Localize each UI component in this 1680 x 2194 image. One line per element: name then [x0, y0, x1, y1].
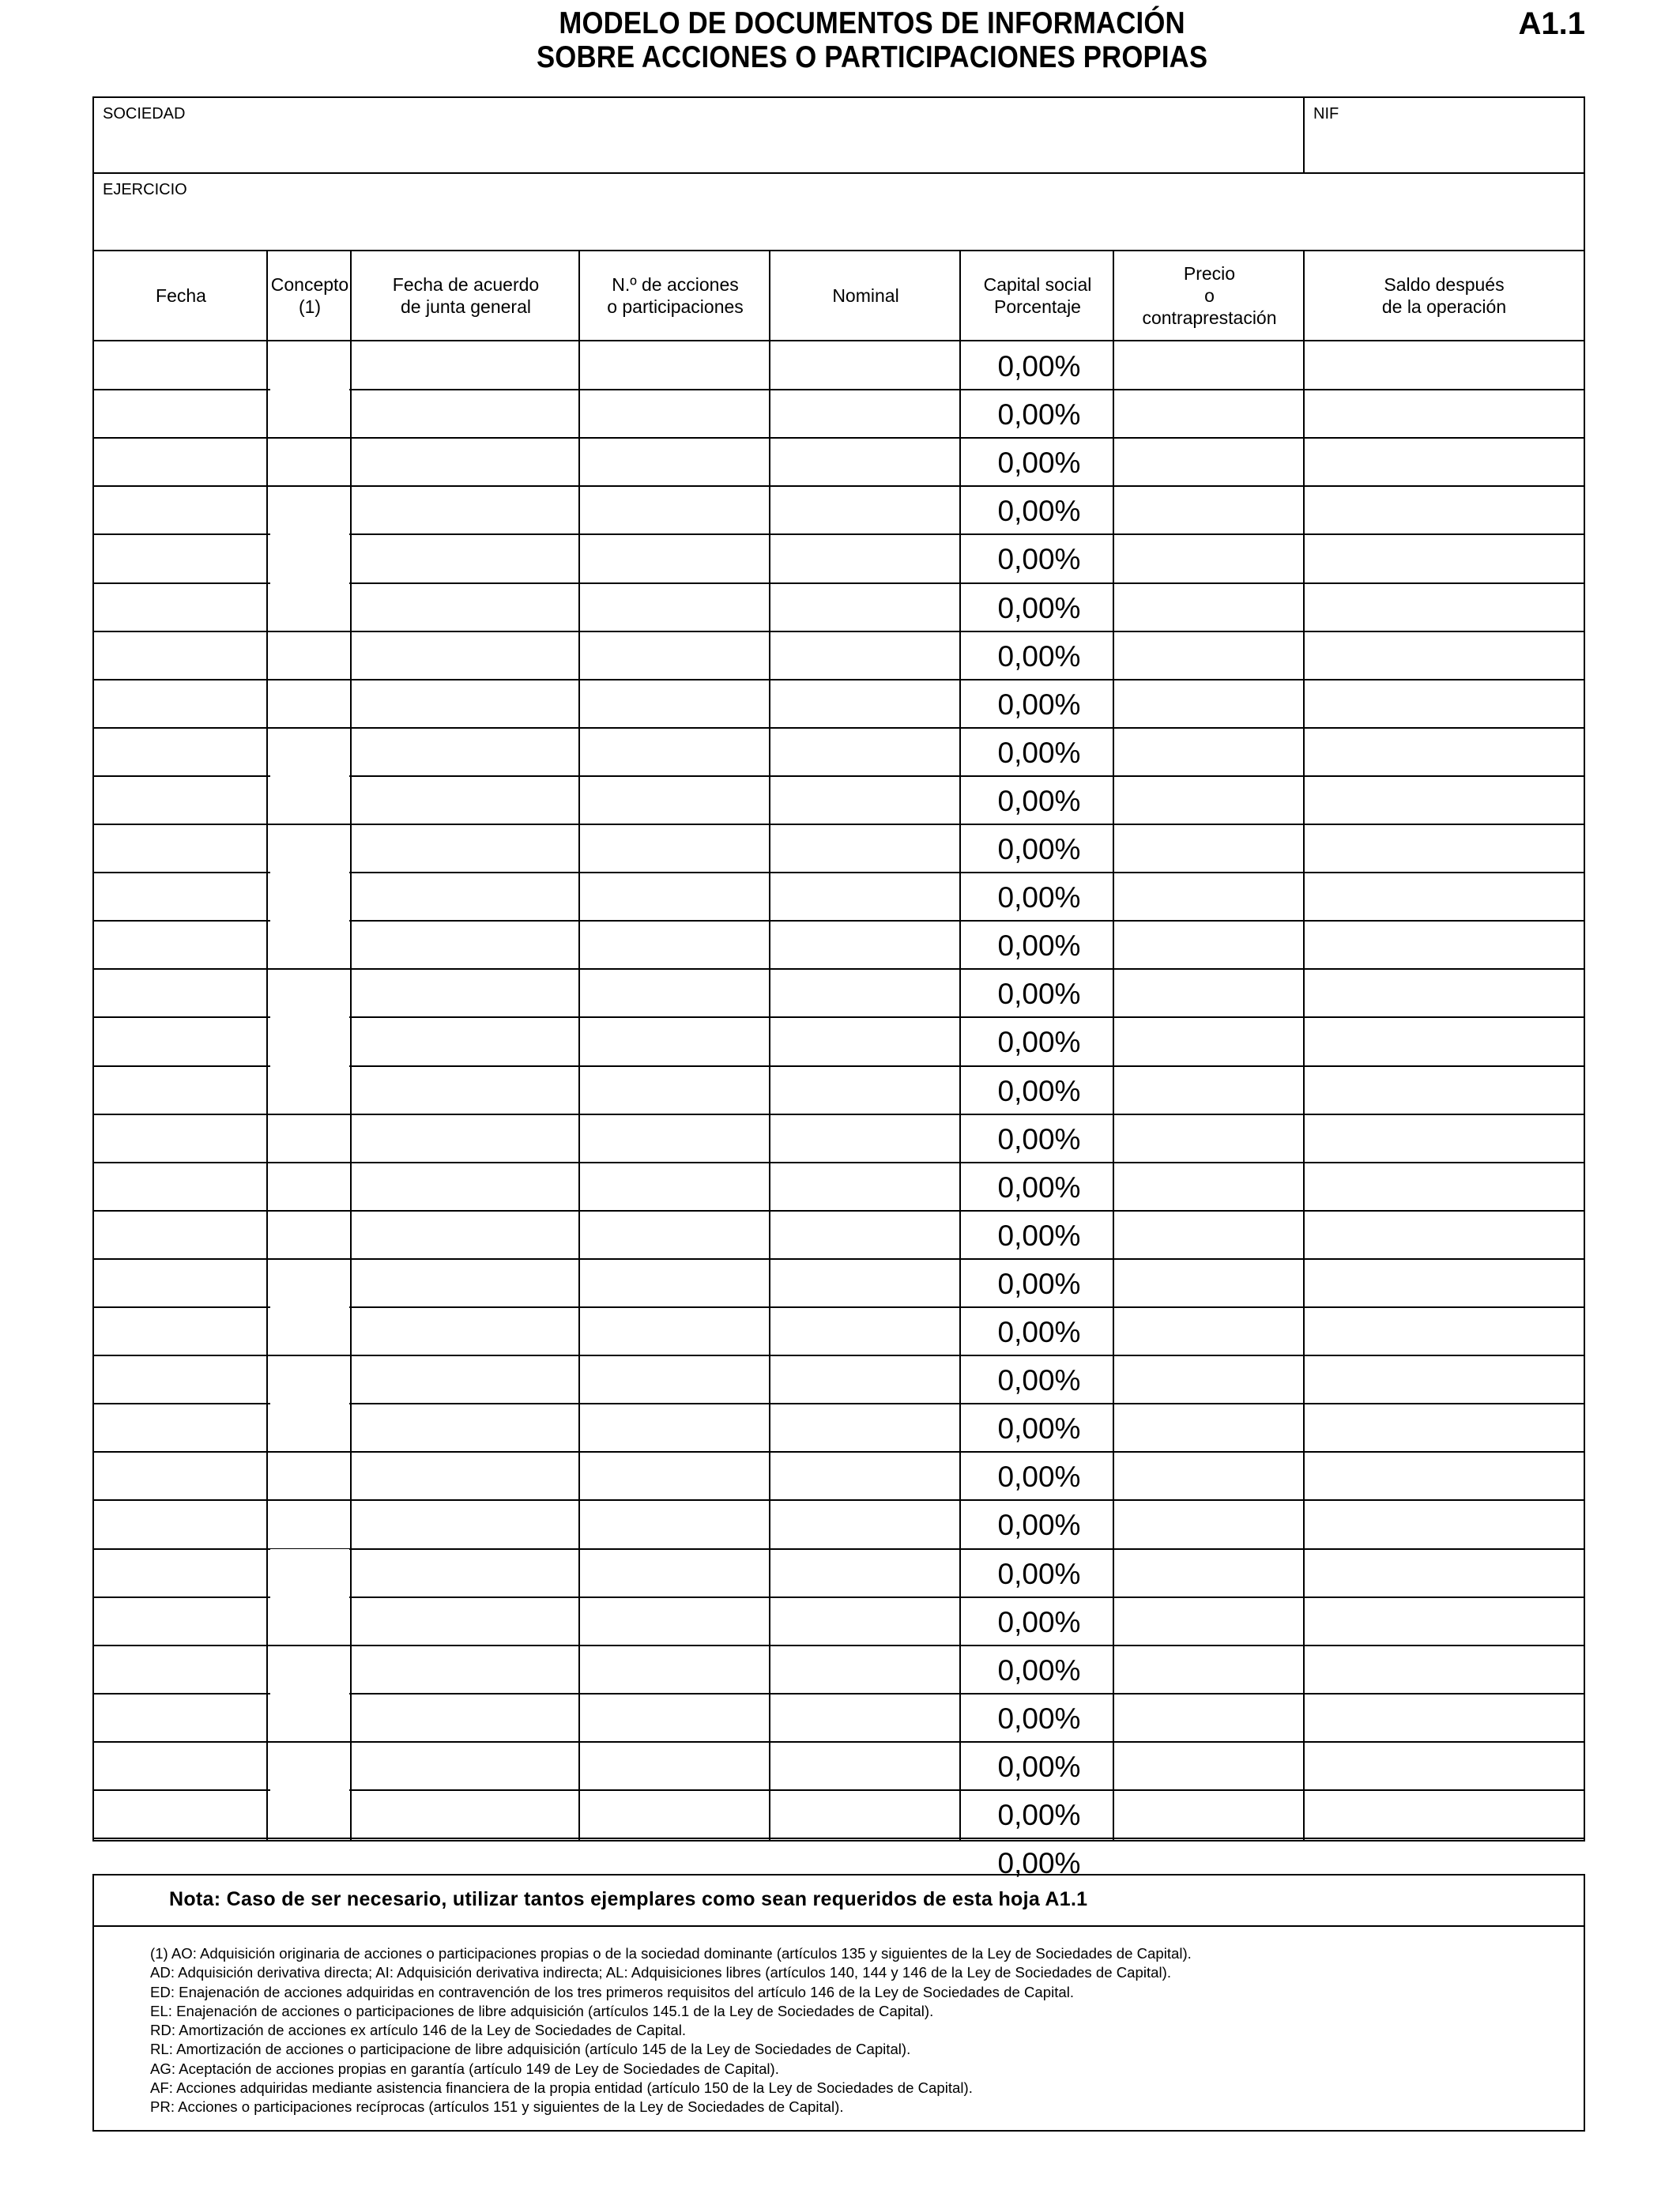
- nominal-cell[interactable]: [770, 1163, 959, 1209]
- capital-percentage: 0,00%: [997, 1558, 1081, 1590]
- acciones-cell[interactable]: [580, 1163, 769, 1209]
- acciones-cell[interactable]: [580, 632, 769, 678]
- fecha-acuerdo-cell[interactable]: [352, 1356, 578, 1402]
- acciones-cell[interactable]: [580, 825, 769, 871]
- concepto-field[interactable]: [270, 1648, 349, 1735]
- nominal-cell[interactable]: [770, 487, 959, 533]
- saldo-cell[interactable]: [1305, 439, 1584, 484]
- footer-divider: [92, 1925, 1585, 1927]
- saldo-cell[interactable]: [1305, 390, 1584, 436]
- concepto-cell[interactable]: [268, 1163, 350, 1209]
- fecha-acuerdo-cell[interactable]: [352, 390, 578, 436]
- fecha-acuerdo-cell[interactable]: [352, 680, 578, 726]
- nominal-cell[interactable]: [770, 1212, 959, 1257]
- fecha-cell[interactable]: [94, 1501, 266, 1547]
- fecha-cell[interactable]: [94, 439, 266, 484]
- fecha-acuerdo-cell[interactable]: [352, 487, 578, 533]
- precio-cell[interactable]: [1114, 584, 1303, 630]
- precio-cell[interactable]: [1114, 825, 1303, 871]
- precio-cell[interactable]: [1114, 1550, 1303, 1596]
- saldo-cell[interactable]: [1305, 1018, 1584, 1064]
- divider-nominal: [959, 250, 961, 1842]
- nominal-cell[interactable]: [770, 1646, 959, 1692]
- col-fecha-label: Fecha: [156, 285, 206, 306]
- concepto-field[interactable]: [270, 1743, 349, 1830]
- fecha-acuerdo-cell[interactable]: [352, 1598, 578, 1644]
- capital-percentage: 0,00%: [997, 688, 1081, 721]
- nominal-cell[interactable]: [770, 1356, 959, 1402]
- saldo-cell[interactable]: [1305, 1404, 1584, 1450]
- col-precio: [1114, 251, 1305, 340]
- col-fecha: [94, 251, 268, 340]
- saldo-cell[interactable]: [1305, 1791, 1584, 1837]
- precio-cell[interactable]: [1114, 680, 1303, 726]
- nominal-cell[interactable]: [770, 825, 959, 871]
- saldo-cell[interactable]: [1305, 584, 1584, 630]
- col-precio-line1: Precio: [1183, 263, 1236, 284]
- precio-cell[interactable]: [1114, 439, 1303, 484]
- nominal-cell[interactable]: [770, 729, 959, 775]
- saldo-cell[interactable]: [1305, 1501, 1584, 1547]
- nominal-cell[interactable]: [770, 922, 959, 967]
- precio-cell[interactable]: [1114, 729, 1303, 775]
- form-code: A1.1: [1518, 6, 1585, 41]
- precio-cell[interactable]: [1114, 1163, 1303, 1209]
- fecha-acuerdo-cell[interactable]: [352, 1453, 578, 1498]
- fecha-cell[interactable]: [94, 777, 266, 823]
- fecha-cell[interactable]: [94, 342, 266, 388]
- fecha-cell[interactable]: [94, 825, 266, 871]
- capital-percentage: 0,00%: [997, 881, 1081, 914]
- nominal-cell[interactable]: [770, 680, 959, 726]
- fecha-cell[interactable]: [94, 1067, 266, 1113]
- acciones-cell[interactable]: [580, 584, 769, 630]
- fecha-acuerdo-cell[interactable]: [352, 1404, 578, 1450]
- capital-percentage: 0,00%: [997, 1075, 1081, 1107]
- acciones-cell[interactable]: [580, 1356, 769, 1402]
- fecha-cell[interactable]: [94, 632, 266, 678]
- saldo-cell[interactable]: [1305, 825, 1584, 871]
- acciones-cell[interactable]: [580, 342, 769, 388]
- nominal-cell[interactable]: [770, 1695, 959, 1740]
- precio-cell[interactable]: [1114, 390, 1303, 436]
- fecha-acuerdo-cell[interactable]: [352, 439, 578, 484]
- note-line: AF: Acciones adquiridas mediante asistencia financiera de la propia entidad (artículo 150 de la Ley de Sociedades de Capital).: [150, 2079, 973, 2097]
- col-acciones: [580, 251, 770, 340]
- nominal-cell[interactable]: [770, 873, 959, 919]
- capital-percentage: 0,00%: [997, 1847, 1081, 1879]
- acciones-cell[interactable]: [580, 970, 769, 1016]
- col-precio-line3: contraprestación: [1142, 307, 1277, 328]
- acciones-cell[interactable]: [580, 439, 769, 484]
- nominal-cell[interactable]: [770, 390, 959, 436]
- note-line: PR: Acciones o participaciones recíprocas (artículos 151 y siguientes de la Ley de Sociedades de Capital).: [150, 2098, 844, 2116]
- saldo-cell[interactable]: [1305, 970, 1584, 1016]
- precio-cell[interactable]: [1114, 1308, 1303, 1354]
- fecha-acuerdo-cell[interactable]: [352, 1743, 578, 1789]
- ejercicio-label: EJERCICIO: [103, 181, 187, 198]
- fecha-cell[interactable]: [94, 873, 266, 919]
- nominal-cell[interactable]: [770, 1453, 959, 1498]
- note-line: RL: Amortización de acciones o participacione de libre adquisición (artículo 145 de la Ley de Sociedades de Capital).: [150, 2041, 911, 2058]
- concepto-cell[interactable]: [268, 777, 350, 823]
- precio-cell[interactable]: [1114, 342, 1303, 388]
- saldo-cell[interactable]: [1305, 1115, 1584, 1161]
- fecha-acuerdo-cell[interactable]: [352, 1067, 578, 1113]
- fecha-cell[interactable]: [94, 390, 266, 436]
- saldo-cell[interactable]: [1305, 535, 1584, 581]
- precio-cell[interactable]: [1114, 632, 1303, 678]
- precio-cell[interactable]: [1114, 1115, 1303, 1161]
- nif-divider: [1303, 96, 1305, 173]
- acciones-cell[interactable]: [580, 1791, 769, 1837]
- concepto-cell[interactable]: [268, 1115, 350, 1161]
- sociedad-label: SOCIEDAD: [103, 105, 186, 123]
- acciones-cell[interactable]: [580, 1695, 769, 1740]
- concepto-field[interactable]: [270, 731, 349, 782]
- nominal-cell[interactable]: [770, 1550, 959, 1596]
- fecha-cell[interactable]: [94, 1453, 266, 1498]
- concepto-cell[interactable]: [268, 680, 350, 726]
- capital-percentage: 0,00%: [997, 592, 1081, 624]
- capital-percentage: 0,00%: [997, 1220, 1081, 1252]
- acciones-cell[interactable]: [580, 1501, 769, 1547]
- precio-cell[interactable]: [1114, 1646, 1303, 1692]
- note-line: ED: Enajenación de acciones adquiridas en contravención de los tres primeros requisitos del artículo 146 de la Ley de Sociedades de Capital.: [150, 1983, 1075, 2000]
- fecha-acuerdo-cell[interactable]: [352, 970, 578, 1016]
- capital-percentage: 0,00%: [997, 1123, 1081, 1155]
- col-capital-line1: Capital social: [983, 274, 1092, 295]
- acciones-cell[interactable]: [580, 1646, 769, 1692]
- fecha-cell[interactable]: [94, 1550, 266, 1596]
- fecha-acuerdo-cell[interactable]: [352, 632, 578, 678]
- precio-cell[interactable]: [1114, 1260, 1303, 1306]
- fecha-cell[interactable]: [94, 1308, 266, 1354]
- capital-percentage: 0,00%: [997, 1606, 1081, 1638]
- capital-percentage: 0,00%: [997, 1654, 1081, 1687]
- fecha-cell[interactable]: [94, 1598, 266, 1644]
- fecha-cell[interactable]: [94, 1163, 266, 1209]
- page-title: [0, 6, 1680, 74]
- fecha-cell[interactable]: [94, 535, 266, 581]
- fecha-cell[interactable]: [94, 922, 266, 967]
- fecha-acuerdo-cell[interactable]: [352, 1212, 578, 1257]
- capital-percentage: 0,00%: [997, 978, 1081, 1010]
- saldo-cell[interactable]: [1305, 729, 1584, 775]
- acciones-cell[interactable]: [580, 1308, 769, 1354]
- fecha-acuerdo-cell[interactable]: [352, 1260, 578, 1306]
- nominal-cell[interactable]: [770, 535, 959, 581]
- precio-cell[interactable]: [1114, 922, 1303, 967]
- nominal-cell[interactable]: [770, 632, 959, 678]
- saldo-cell[interactable]: [1305, 1163, 1584, 1209]
- nominal-cell[interactable]: [770, 342, 959, 388]
- precio-cell[interactable]: [1114, 777, 1303, 823]
- acciones-cell[interactable]: [580, 922, 769, 967]
- precio-cell[interactable]: [1114, 1018, 1303, 1064]
- col-acciones-line1: N.º de acciones: [612, 274, 739, 295]
- saldo-cell[interactable]: [1305, 1212, 1584, 1257]
- precio-cell[interactable]: [1114, 1067, 1303, 1113]
- note-line: RD: Amortización de acciones ex artículo 146 de la Ley de Sociedades de Capital.: [150, 2022, 687, 2039]
- col-fecha-acuerdo-line1: Fecha de acuerdo: [392, 274, 540, 295]
- acciones-cell[interactable]: [580, 1067, 769, 1113]
- col-precio-line2: o: [1204, 285, 1215, 306]
- concepto-field[interactable]: [270, 827, 349, 953]
- footer-nota: Nota: Caso de ser necesario, utilizar tantos ejemplares como sean requeridos de esta hoja A1.1: [169, 1888, 1088, 1910]
- fecha-acuerdo-cell[interactable]: [352, 1791, 578, 1837]
- note-line: AG: Aceptación de acciones propias en garantía (artículo 149 de Ley de Sociedades de Capital).: [150, 2060, 779, 2077]
- title-line-1: MODELO DE DOCUMENTOS DE INFORMACIÓN: [559, 6, 1185, 40]
- acciones-cell[interactable]: [580, 1598, 769, 1644]
- fecha-acuerdo-cell[interactable]: [352, 1308, 578, 1354]
- saldo-cell[interactable]: [1305, 1356, 1584, 1402]
- capital-percentage: 0,00%: [997, 929, 1081, 962]
- capital-percentage: 0,00%: [997, 785, 1081, 817]
- fecha-cell[interactable]: [94, 1356, 266, 1402]
- capital-percentage: 0,00%: [997, 1026, 1081, 1058]
- concepto-cell[interactable]: [268, 1501, 350, 1547]
- nominal-cell[interactable]: [770, 1260, 959, 1306]
- acciones-cell[interactable]: [580, 729, 769, 775]
- fecha-acuerdo-cell[interactable]: [352, 1550, 578, 1596]
- fecha-cell[interactable]: [94, 680, 266, 726]
- nominal-cell[interactable]: [770, 777, 959, 823]
- concepto-field[interactable]: [270, 1549, 349, 1636]
- nominal-cell[interactable]: [770, 439, 959, 484]
- concepto-cell[interactable]: [268, 584, 350, 630]
- saldo-cell[interactable]: [1305, 487, 1584, 533]
- fecha-cell[interactable]: [94, 1791, 266, 1837]
- precio-cell[interactable]: [1114, 1695, 1303, 1740]
- footer-notes: [150, 1944, 1192, 2117]
- col-fecha-acuerdo: [352, 251, 580, 340]
- saldo-cell[interactable]: [1305, 777, 1584, 823]
- capital-percentage: 0,00%: [997, 737, 1081, 769]
- acciones-cell[interactable]: [580, 1212, 769, 1257]
- table-header-divider: [92, 340, 1585, 341]
- acciones-cell[interactable]: [580, 390, 769, 436]
- fecha-cell[interactable]: [94, 1212, 266, 1257]
- col-capital: [961, 251, 1114, 340]
- col-saldo-line2: de la operación: [1381, 296, 1507, 317]
- capital-percentage: 0,00%: [997, 1268, 1081, 1300]
- nif-label: NIF: [1313, 105, 1339, 123]
- fecha-acuerdo-cell[interactable]: [352, 1163, 578, 1209]
- saldo-cell[interactable]: [1305, 632, 1584, 678]
- fecha-cell[interactable]: [94, 1260, 266, 1306]
- acciones-cell[interactable]: [580, 1018, 769, 1064]
- fecha-acuerdo-cell[interactable]: [352, 777, 578, 823]
- capital-percentage: 0,00%: [997, 1364, 1081, 1397]
- precio-cell[interactable]: [1114, 1791, 1303, 1837]
- note-line: AD: Adquisición derivativa directa; AI: Adquisición derivativa indirecta; AL: Adquisiciones libres (artículos 140, 144 y 146 de la Ley de Sociedades de Capital).: [150, 1964, 1171, 1981]
- capital-percentage: 0,00%: [997, 1702, 1081, 1735]
- capital-percentage: 0,00%: [997, 1316, 1081, 1348]
- precio-cell[interactable]: [1114, 1743, 1303, 1789]
- nominal-cell[interactable]: [770, 1115, 959, 1161]
- col-concepto-label: Concepto: [270, 274, 349, 295]
- saldo-cell[interactable]: [1305, 680, 1584, 726]
- capital-percentage: 0,00%: [997, 640, 1081, 673]
- capital-percentage: 0,00%: [997, 447, 1081, 479]
- fecha-acuerdo-cell[interactable]: [352, 342, 578, 388]
- fecha-cell[interactable]: [94, 1695, 266, 1740]
- capital-percentage: 0,00%: [997, 495, 1081, 527]
- fecha-cell[interactable]: [94, 1404, 266, 1450]
- acciones-cell[interactable]: [580, 1404, 769, 1450]
- fecha-cell[interactable]: [94, 1115, 266, 1161]
- concepto-cell[interactable]: [268, 632, 350, 678]
- note-line: (1) AO: Adquisición originaria de acciones o participaciones propias o de la sociedad dominante (artículos 135 y siguientes de la Ley de Sociedades de Capital).: [150, 1945, 1192, 1962]
- acciones-cell[interactable]: [580, 1743, 769, 1789]
- saldo-cell[interactable]: [1305, 1453, 1584, 1498]
- col-nominal: [770, 251, 961, 340]
- acciones-cell[interactable]: [580, 1550, 769, 1596]
- fecha-acuerdo-cell[interactable]: [352, 825, 578, 871]
- col-saldo-line1: Saldo después: [1384, 274, 1505, 295]
- precio-cell[interactable]: [1114, 1404, 1303, 1450]
- acciones-cell[interactable]: [580, 873, 769, 919]
- precio-cell[interactable]: [1114, 1356, 1303, 1402]
- fecha-acuerdo-cell[interactable]: [352, 1501, 578, 1547]
- acciones-cell[interactable]: [580, 535, 769, 581]
- acciones-cell[interactable]: [580, 680, 769, 726]
- col-nominal-label: Nominal: [832, 285, 899, 306]
- saldo-cell[interactable]: [1305, 873, 1584, 919]
- nominal-cell[interactable]: [770, 1791, 959, 1837]
- nominal-cell[interactable]: [770, 1018, 959, 1064]
- capital-percentage: 0,00%: [997, 1751, 1081, 1783]
- saldo-cell[interactable]: [1305, 1743, 1584, 1789]
- fecha-cell[interactable]: [94, 1646, 266, 1692]
- fecha-acuerdo-cell[interactable]: [352, 729, 578, 775]
- col-capital-line2: Porcentaje: [994, 296, 1081, 317]
- acciones-cell[interactable]: [580, 1453, 769, 1498]
- fecha-acuerdo-cell[interactable]: [352, 1695, 578, 1740]
- saldo-cell[interactable]: [1305, 1646, 1584, 1692]
- concepto-cell[interactable]: [268, 1212, 350, 1257]
- acciones-cell[interactable]: [580, 1115, 769, 1161]
- saldo-cell[interactable]: [1305, 1695, 1584, 1740]
- capital-percentage: 0,00%: [997, 833, 1081, 865]
- nominal-cell[interactable]: [770, 1067, 959, 1113]
- precio-cell[interactable]: [1114, 1453, 1303, 1498]
- capital-percentage: 0,00%: [997, 1461, 1081, 1493]
- precio-cell[interactable]: [1114, 487, 1303, 533]
- nif-field[interactable]: [1313, 126, 1574, 166]
- saldo-cell[interactable]: [1305, 1260, 1584, 1306]
- precio-cell[interactable]: [1114, 873, 1303, 919]
- acciones-cell[interactable]: [580, 777, 769, 823]
- capital-percentage: 0,00%: [997, 350, 1081, 383]
- capital-percentage: 0,00%: [997, 398, 1081, 431]
- capital-percentage: 0,00%: [997, 1799, 1081, 1831]
- fecha-cell[interactable]: [94, 1743, 266, 1789]
- ejercicio-field[interactable]: [103, 204, 1573, 245]
- col-acciones-line2: o participaciones: [607, 296, 744, 317]
- fecha-acuerdo-cell[interactable]: [352, 1115, 578, 1161]
- col-concepto: [268, 251, 352, 340]
- fecha-acuerdo-cell[interactable]: [352, 873, 578, 919]
- capital-percentage: 0,00%: [997, 1412, 1081, 1445]
- fecha-cell[interactable]: [94, 1018, 266, 1064]
- fecha-cell[interactable]: [94, 584, 266, 630]
- saldo-cell[interactable]: [1305, 922, 1584, 967]
- precio-cell[interactable]: [1114, 970, 1303, 1016]
- col-saldo: [1305, 251, 1584, 340]
- nominal-cell[interactable]: [770, 1308, 959, 1354]
- sociedad-field[interactable]: [103, 126, 1288, 166]
- precio-cell[interactable]: [1114, 535, 1303, 581]
- title-line-2: SOBRE ACCIONES O PARTICIPACIONES PROPIAS: [536, 40, 1208, 74]
- col-fecha-acuerdo-line2: de junta general: [401, 296, 531, 317]
- nominal-cell[interactable]: [770, 1743, 959, 1789]
- nominal-cell[interactable]: [770, 1598, 959, 1644]
- nominal-cell[interactable]: [770, 1404, 959, 1450]
- capital-percentage: 0,00%: [997, 1509, 1081, 1541]
- fecha-acuerdo-cell[interactable]: [352, 922, 578, 967]
- capital-percentage: 0,00%: [997, 543, 1081, 575]
- precio-cell[interactable]: [1114, 1501, 1303, 1547]
- concepto-cell[interactable]: [268, 439, 350, 484]
- fecha-cell[interactable]: [94, 729, 266, 775]
- precio-cell[interactable]: [1114, 1212, 1303, 1257]
- fecha-cell[interactable]: [94, 487, 266, 533]
- concepto-field[interactable]: [270, 494, 349, 589]
- concepto-field[interactable]: [270, 1357, 349, 1444]
- saldo-cell[interactable]: [1305, 1598, 1584, 1644]
- concepto-cell[interactable]: [268, 1453, 350, 1498]
- fecha-acuerdo-cell[interactable]: [352, 1018, 578, 1064]
- concepto-field[interactable]: [270, 1261, 349, 1348]
- nominal-cell[interactable]: [770, 970, 959, 1016]
- nominal-cell[interactable]: [770, 584, 959, 630]
- precio-cell[interactable]: [1114, 1598, 1303, 1644]
- acciones-cell[interactable]: [580, 1260, 769, 1306]
- note-line: EL: Enajenación de acciones o participaciones de libre adquisición (artículos 145.1 de la Ley de Sociedades de Capital).: [150, 2002, 934, 2019]
- capital-percentage: 0,00%: [997, 1171, 1081, 1204]
- fecha-acuerdo-cell[interactable]: [352, 1646, 578, 1692]
- fecha-acuerdo-cell[interactable]: [352, 535, 578, 581]
- fecha-cell[interactable]: [94, 970, 266, 1016]
- header-divider: [92, 172, 1585, 174]
- saldo-cell[interactable]: [1305, 342, 1584, 388]
- concepto-field[interactable]: [270, 362, 349, 436]
- concepto-field[interactable]: [270, 993, 349, 1080]
- fecha-acuerdo-cell[interactable]: [352, 584, 578, 630]
- saldo-cell[interactable]: [1305, 1550, 1584, 1596]
- saldo-cell[interactable]: [1305, 1067, 1584, 1113]
- acciones-cell[interactable]: [580, 487, 769, 533]
- saldo-cell[interactable]: [1305, 1308, 1584, 1354]
- col-concepto-ref: (1): [298, 296, 322, 317]
- nominal-cell[interactable]: [770, 1501, 959, 1547]
